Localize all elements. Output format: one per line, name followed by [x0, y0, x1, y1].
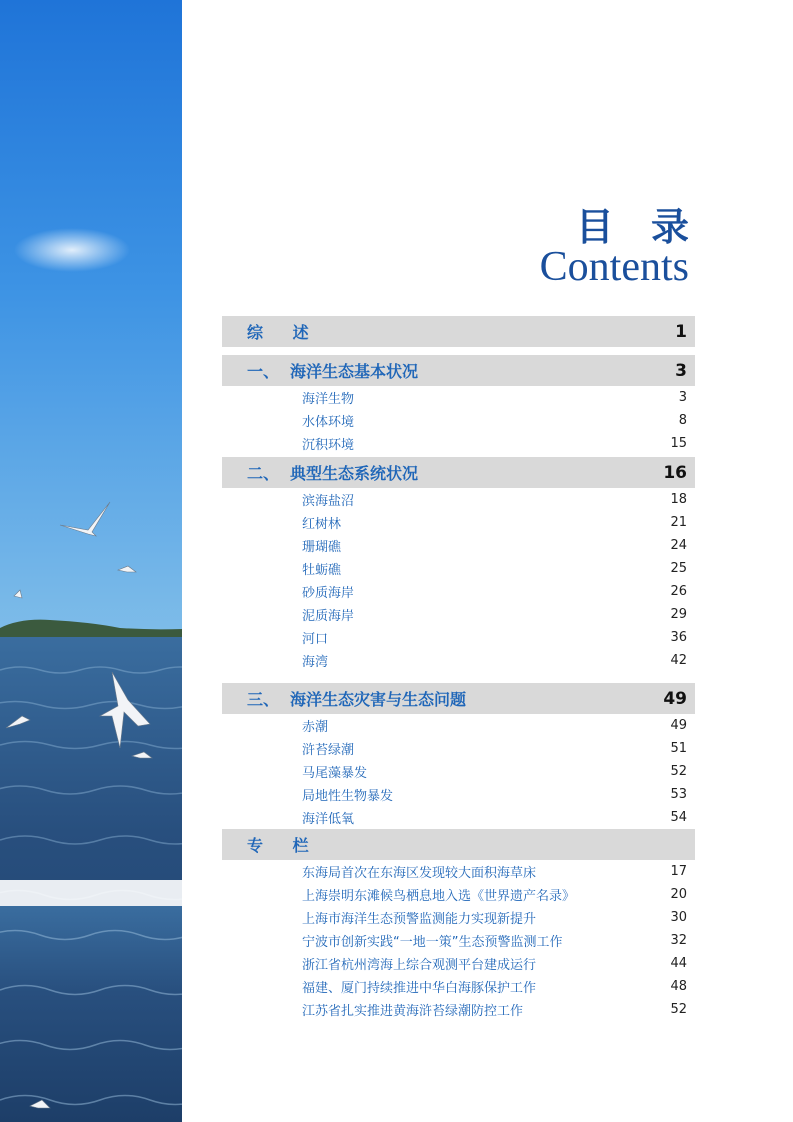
cover-photo: [0, 0, 182, 1122]
toc-item[interactable]: [222, 714, 695, 737]
toc-section-2[interactable]: [222, 457, 695, 488]
item-page-number: 36: [670, 630, 687, 645]
toc-item[interactable]: [222, 737, 695, 760]
item-title: 沉积环境: [302, 438, 355, 453]
item-title: 赤潮: [302, 720, 329, 735]
toc-item[interactable]: [222, 626, 695, 649]
item-page-number: 15: [670, 436, 687, 451]
item-title: 泥质海岸: [302, 609, 355, 624]
item-page-number: 48: [670, 979, 687, 994]
item-title: 牡蛎礁: [302, 563, 342, 578]
toc-item[interactable]: [222, 534, 695, 557]
item-page-number: 25: [670, 561, 687, 576]
section-title: 综 述: [247, 323, 321, 342]
item-page-number: 51: [670, 741, 687, 756]
item-title: 珊瑚礁: [302, 540, 342, 555]
toc-item[interactable]: [222, 649, 695, 672]
section-title: 典型生态系统状况: [290, 464, 419, 483]
item-title: 局地性生物暴发: [302, 789, 394, 804]
section-title: 海洋生态基本状况: [290, 362, 419, 381]
toc-item[interactable]: [222, 929, 695, 952]
section-number: 二、: [247, 464, 280, 483]
item-page-number: 18: [670, 492, 687, 507]
item-page-number: 26: [670, 584, 687, 599]
item-page-number: 52: [670, 1002, 687, 1017]
toc-item[interactable]: [222, 783, 695, 806]
toc-item[interactable]: [222, 806, 695, 829]
toc-item[interactable]: [222, 975, 695, 998]
item-title: 宁波市创新实践“一地一策”生态预警监测工作: [302, 935, 563, 950]
toc-section-special-columns[interactable]: [222, 829, 695, 860]
item-title: 福建、厦门持续推进中华白海豚保护工作: [302, 981, 537, 996]
toc-item[interactable]: [222, 860, 695, 883]
toc-item[interactable]: [222, 998, 695, 1021]
item-page-number: 53: [670, 787, 687, 802]
section-page-number: 16: [663, 462, 687, 483]
toc-section-3[interactable]: [222, 683, 695, 714]
toc-section-1[interactable]: [222, 355, 695, 386]
item-page-number: 32: [670, 933, 687, 948]
table-of-contents: [222, 316, 695, 1021]
item-page-number: 44: [670, 956, 687, 971]
toc-item[interactable]: [222, 409, 695, 432]
item-title: 江苏省扎实推进黄海浒苔绿潮防控工作: [302, 1004, 524, 1019]
toc-item[interactable]: [222, 386, 695, 409]
item-page-number: 29: [670, 607, 687, 622]
item-title: 东海局首次在东海区发现较大面积海草床: [302, 866, 537, 881]
item-title: 浙江省杭州湾海上综合观测平台建成运行: [302, 958, 537, 973]
section-page-number: 49: [663, 688, 687, 709]
toc-item[interactable]: [222, 760, 695, 783]
section-page-number: 3: [675, 360, 687, 381]
section-page-number: 1: [675, 321, 687, 342]
item-title: 滨海盐沼: [302, 494, 355, 509]
item-title: 海洋生物: [302, 392, 355, 407]
item-page-number: 17: [670, 864, 687, 879]
item-page-number: 24: [670, 538, 687, 553]
toc-section-overview[interactable]: [222, 316, 695, 347]
page-title-chinese: 目 录: [575, 205, 701, 249]
toc-item[interactable]: [222, 883, 695, 906]
item-title: 河口: [302, 632, 329, 647]
page-title-english: Contents: [539, 244, 689, 290]
item-page-number: 49: [670, 718, 687, 733]
toc-item[interactable]: [222, 603, 695, 626]
section-title: 海洋生态灾害与生态问题: [290, 690, 467, 709]
toc-item[interactable]: [222, 580, 695, 603]
item-title: 上海市海洋生态预警监测能力实现新提升: [302, 912, 537, 927]
item-page-number: 21: [670, 515, 687, 530]
toc-item[interactable]: [222, 952, 695, 975]
item-title: 水体环境: [302, 415, 355, 430]
item-page-number: 30: [670, 910, 687, 925]
item-title: 浒苔绿潮: [302, 743, 355, 758]
item-page-number: 20: [670, 887, 687, 902]
toc-item[interactable]: [222, 906, 695, 929]
toc-item[interactable]: [222, 511, 695, 534]
item-page-number: 3: [678, 390, 687, 405]
section-number: 三、: [247, 690, 280, 709]
section-title: 专 栏: [247, 836, 321, 855]
toc-item[interactable]: [222, 432, 695, 455]
item-page-number: 8: [678, 413, 687, 428]
item-title: 海洋低氧: [302, 812, 355, 827]
toc-item[interactable]: [222, 557, 695, 580]
item-title: 马尾藻暴发: [302, 766, 368, 781]
section-number: 一、: [247, 362, 280, 381]
toc-item[interactable]: [222, 488, 695, 511]
item-title: 上海崇明东滩候鸟栖息地入选《世界遗产名录》: [302, 889, 576, 904]
item-page-number: 52: [670, 764, 687, 779]
item-title: 红树林: [302, 517, 342, 532]
item-page-number: 54: [670, 810, 687, 825]
item-title: 砂质海岸: [302, 586, 355, 601]
item-title: 海湾: [302, 655, 329, 670]
item-page-number: 42: [670, 653, 687, 668]
